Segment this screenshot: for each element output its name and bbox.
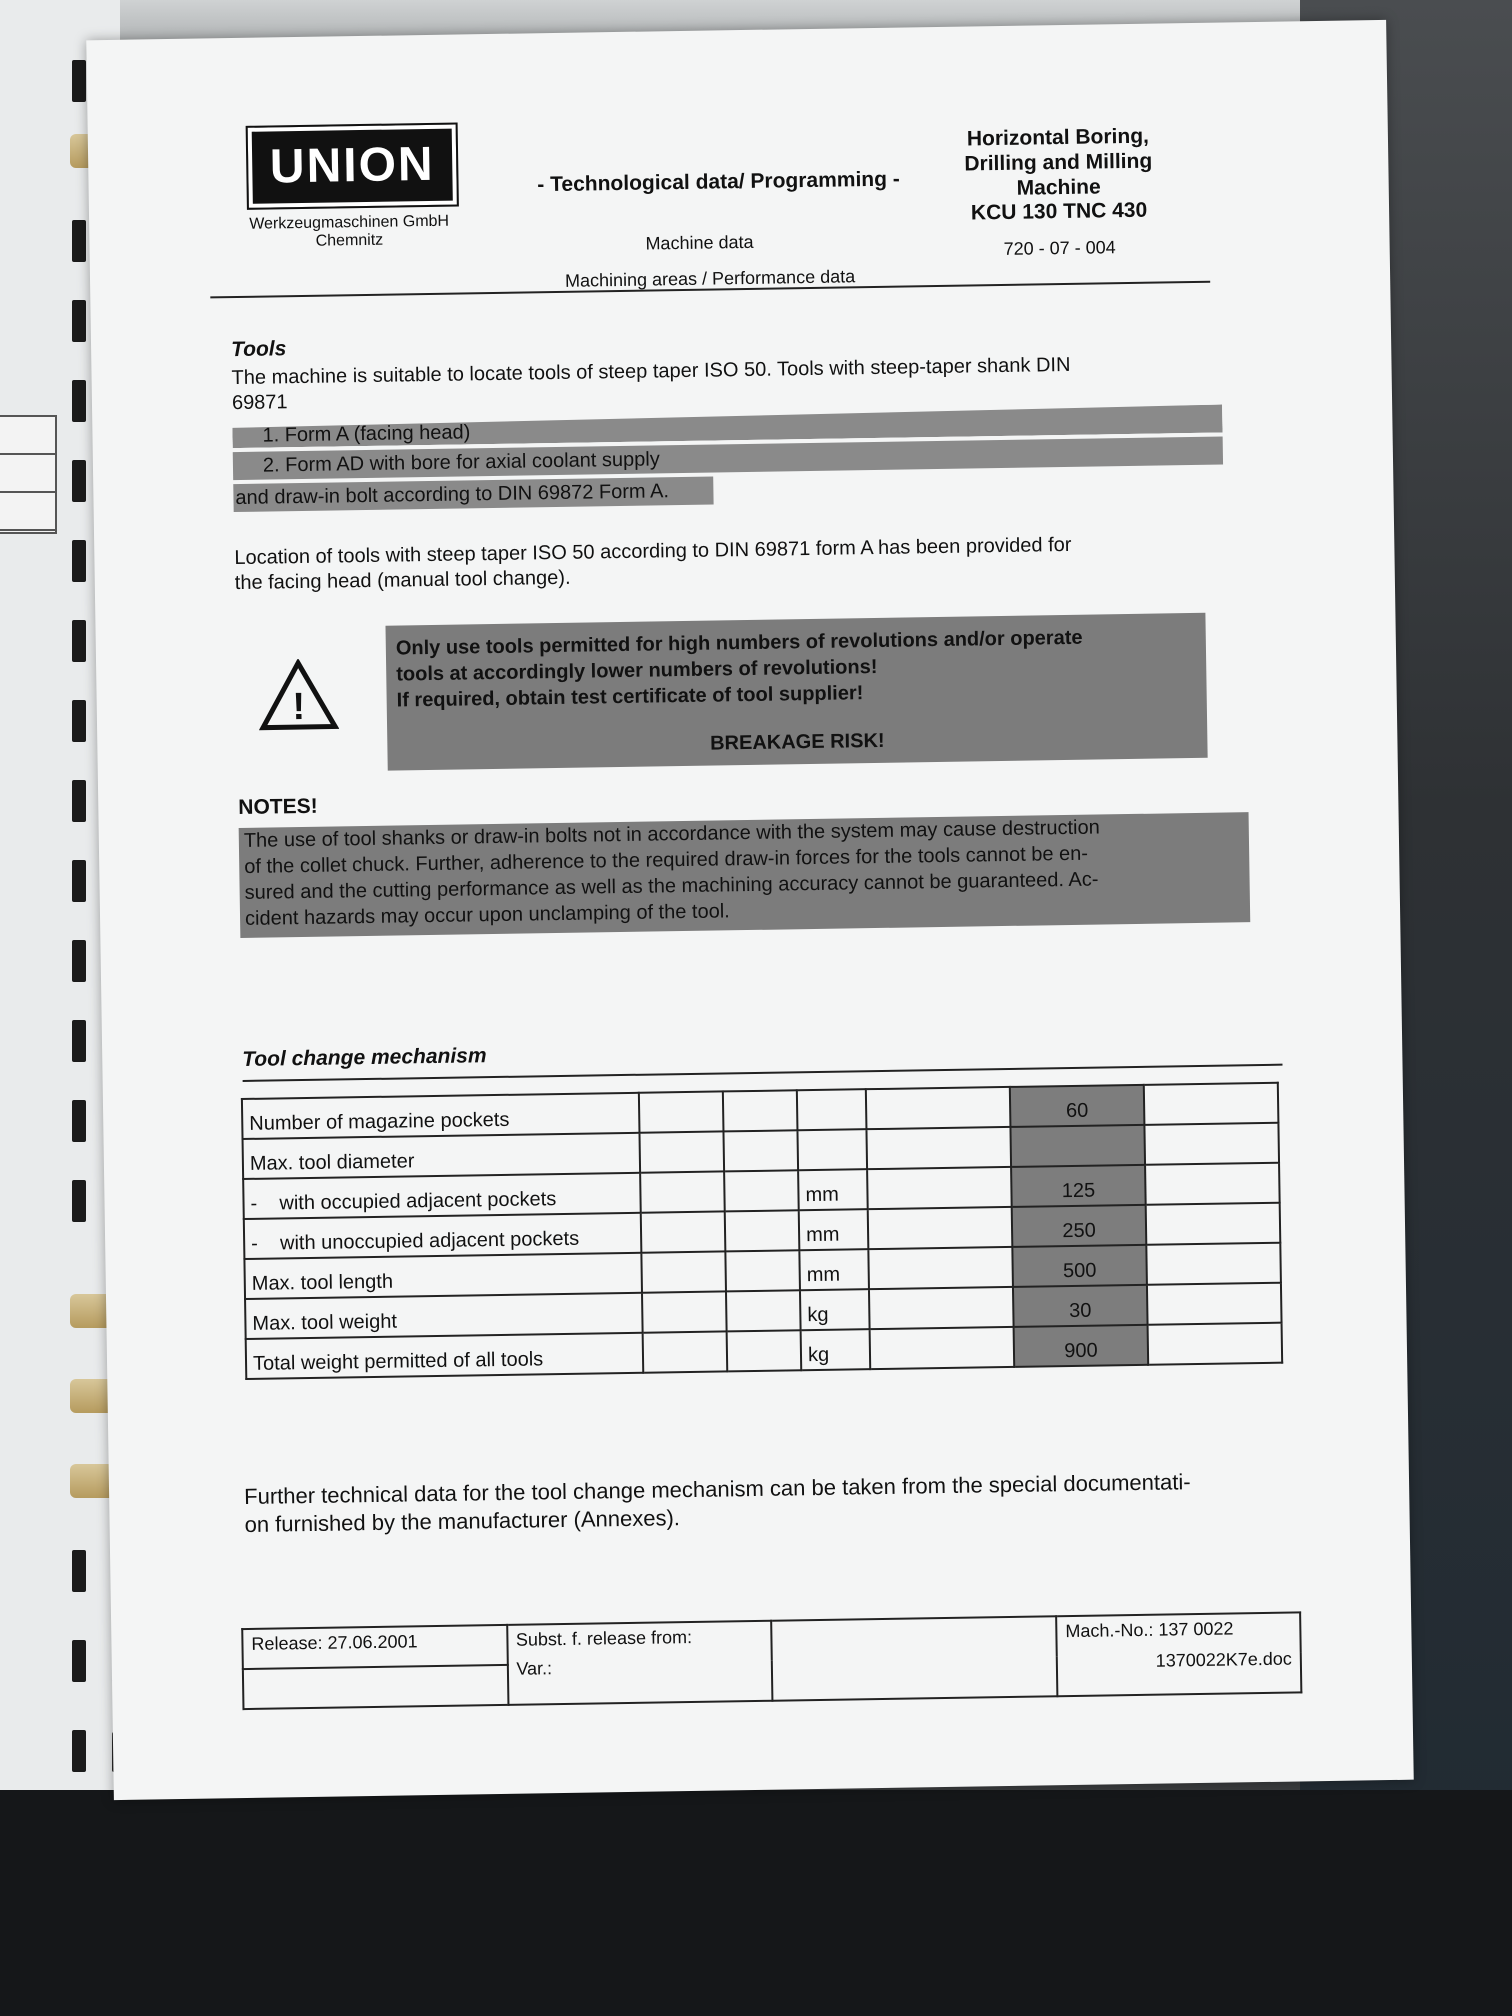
document-page xyxy=(86,20,1413,1800)
tools-item2: 2. Form AD with bore for axial coolant supply xyxy=(262,448,660,477)
tools-item1: 1. Form A (facing head) xyxy=(262,421,471,447)
tools-intro-line1: The machine is suitable to locate tools of steep taper ISO 50. Tools with steep-taper shank DIN xyxy=(231,353,1071,390)
document-number: 720 - 07 - 004 xyxy=(1003,237,1116,259)
row-unit xyxy=(797,1129,867,1170)
row-value xyxy=(1010,1125,1145,1167)
tools-location-line2: the facing head (manual tool change). xyxy=(234,566,571,595)
tool-change-table xyxy=(241,1082,1283,1380)
tools-item2-continued: and draw-in bolt according to DIN 69872 Form A. xyxy=(235,480,670,510)
warning-line1: Only use tools permitted for high numbers of revolutions and/or operate xyxy=(395,626,1083,660)
warning-line2: tools at accordingly lower numbers of revolutions! xyxy=(396,655,878,686)
machine-type-line1: Horizontal Boring, xyxy=(966,124,1150,151)
machine-number: Mach.-No.: 137 0022 xyxy=(1065,1618,1234,1642)
machine-type-line2: Drilling and Milling xyxy=(964,149,1153,176)
tool-change-heading: Tool change mechanism xyxy=(242,1044,487,1071)
company-line1: Werkzeugmaschinen GmbH xyxy=(249,212,450,233)
warning-text xyxy=(396,623,1197,714)
notes-line3: sured and the cutting performance as well as the machining accuracy cannot be guaranteed. Ac- xyxy=(244,868,1099,904)
machining-areas-label: Machining areas / Performance data xyxy=(564,266,856,291)
company-line2: Chemnitz xyxy=(315,231,384,250)
notes-line2: of the collet chuck. Further, adherence to the required draw-in forces for the tools cannot be en- xyxy=(244,842,1089,878)
substitution-cell xyxy=(507,1621,773,1705)
machine-type-line3: Machine xyxy=(1016,175,1101,200)
machine-model: KCU 130 TNC 430 xyxy=(970,198,1148,225)
row-label: Total weight permitted of all tools xyxy=(246,1333,644,1379)
document-title: - Technological data/ Programming - xyxy=(537,167,900,197)
notes-line4: cident hazards may occur upon unclamping of the tool. xyxy=(244,900,730,930)
machine-number-cell xyxy=(1056,1612,1301,1696)
tools-heading: Tools xyxy=(230,337,287,362)
row-label: Max. tool length xyxy=(244,1253,642,1299)
row-label: Max. tool weight xyxy=(245,1293,643,1339)
background-bottom xyxy=(0,1790,1512,2016)
row-unit: kg xyxy=(800,1289,870,1330)
row-value: 250 xyxy=(1012,1205,1147,1247)
further-data-line2: on furnished by the manufacturer (Annexes). xyxy=(244,1505,681,1538)
row-value: 60 xyxy=(1010,1085,1145,1127)
row-unit xyxy=(797,1089,867,1130)
notes-line1: The use of tool shanks or draw-in bolts not in accordance with the system may cause destruction xyxy=(243,816,1100,852)
variant-label: Var.: xyxy=(516,1658,553,1679)
machine-type xyxy=(948,123,1169,201)
row-label: Max. tool diameter xyxy=(243,1133,641,1179)
warning-triangle-icon xyxy=(258,658,339,731)
row-unit: kg xyxy=(801,1329,871,1370)
row-unit: mm xyxy=(799,1249,869,1290)
row-label: Number of magazine pockets xyxy=(242,1093,640,1139)
warning-exclamation: ! xyxy=(292,685,306,729)
release-date: Release: 27.06.2001 xyxy=(242,1625,507,1669)
further-data-text xyxy=(244,1466,1305,1539)
tools-location-line1: Location of tools with steep taper ISO 50 according to DIN 69871 form A has been provided for xyxy=(234,533,1072,570)
substitution-label: Subst. f. release from: xyxy=(515,1627,693,1650)
row-label: - with occupied adjacent pockets xyxy=(243,1173,641,1219)
further-data-line1: Further technical data for the tool change mechanism can be taken from the special documentati- xyxy=(243,1469,1191,1510)
footer-table xyxy=(241,1611,1302,1710)
left-page-table-fragment xyxy=(0,415,57,534)
union-logo: UNION xyxy=(248,125,457,208)
row-label: - with unoccupied adjacent pockets xyxy=(244,1213,642,1259)
row-value: 30 xyxy=(1013,1285,1148,1327)
notes-heading: NOTES! xyxy=(238,794,318,820)
tools-location xyxy=(234,531,1215,596)
machine-data-label: Machine data xyxy=(645,231,754,254)
document-filename: 1370022K7e.doc xyxy=(1155,1648,1292,1671)
row-unit: mm xyxy=(799,1209,869,1250)
row-unit: mm xyxy=(798,1169,868,1210)
notes-text xyxy=(244,812,1246,932)
row-value: 500 xyxy=(1012,1245,1147,1287)
row-value: 900 xyxy=(1014,1325,1149,1367)
row-value: 125 xyxy=(1011,1165,1146,1207)
breakage-risk-label: BREAKAGE RISK! xyxy=(709,729,885,755)
tools-intro xyxy=(231,351,1212,416)
tools-intro-line2: 69871 xyxy=(231,391,288,415)
warning-line3: If required, obtain test certificate of tool supplier! xyxy=(396,682,864,712)
company-name xyxy=(239,212,460,251)
